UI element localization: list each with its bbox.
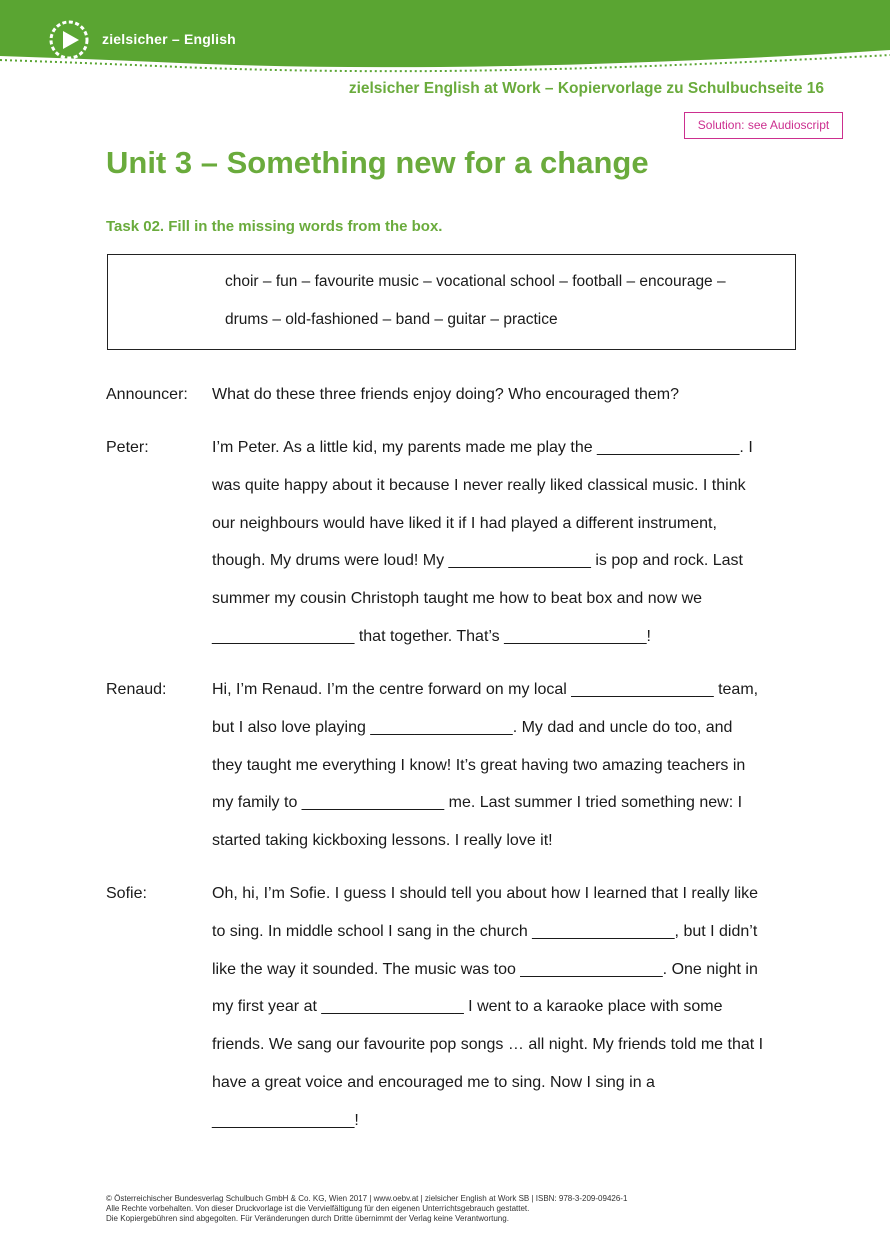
dialogue-line: friends. We sang our favourite pop songs … all night. My friends told me that I (212, 1036, 764, 1053)
dialogue-line: though. My drums were loud! My ________________ is pop and rock. Last (212, 552, 743, 569)
brand-name: zielsicher – English (102, 31, 236, 47)
footer-line: © Österreichischer Bundesverlag Schulbuch GmbH & Co. KG, Wien 2017 | www.oebv.at | zielsicher English at Work SB | ISBN: 978-3-209-09426-1 (106, 1194, 628, 1203)
dialogue-line: my first year at ________________ I went to a karaoke place with some (212, 998, 723, 1015)
speaker-announcer: Announcer: (106, 386, 188, 403)
speaker-peter: Peter: (106, 439, 149, 456)
speaker-sofie: Sofie: (106, 885, 147, 902)
speaker-renaud: Renaud: (106, 681, 167, 698)
page-subtitle: zielsicher English at Work – Kopiervorlage zu Schulbuchseite 16 (348, 80, 824, 97)
word-box (107, 254, 796, 350)
dialogue-line: summer my cousin Christoph taught me how to beat box and now we (212, 590, 703, 607)
word-box-line: drums – old-fashioned – band – guitar – practice (225, 311, 558, 328)
task-instruction: Task 02. Fill in the missing words from the box. (106, 218, 443, 235)
footer-copyright (106, 1194, 627, 1225)
page-title: Unit 3 – Something new for a change (106, 145, 649, 180)
dialogue-line: like the way it sounded. The music was too ________________. One night in (212, 961, 758, 978)
dialogue-line: ________________ that together. That’s ________________! (212, 628, 651, 645)
dialogue-line: they taught me everything I know! It’s great having two amazing teachers in (212, 757, 746, 774)
word-box-line: choir – fun – favourite music – vocational school – football – encourage – (225, 273, 726, 290)
dialogue-line: our neighbours would have liked it if I had played a different instrument, (212, 515, 717, 532)
dialogue-line: have a great voice and encouraged me to sing. Now I sing in a (212, 1074, 655, 1091)
play-icon (48, 19, 90, 61)
dialogue-line: Oh, hi, I’m Sofie. I guess I should tell you about how I learned that I really like (212, 885, 759, 902)
dialogue-line: ________________! (212, 1112, 359, 1129)
dialogue-line: was quite happy about it because I never really liked classical music. I think (212, 477, 746, 494)
solution-note: Solution: see Audioscript (684, 112, 843, 139)
dialogue-line: but I also love playing ________________. My dad and uncle do too, and (212, 719, 733, 736)
dialogue-line: I’m Peter. As a little kid, my parents made me play the ________________. I (212, 439, 753, 456)
footer-line: Alle Rechte vorbehalten. Von dieser Druckvorlage ist die Vervielfältigung für den eigenen Unterrichtsgebrauch gestattet. (106, 1204, 530, 1214)
dialogue-line: started taking kickboxing lessons. I really love it! (212, 832, 553, 849)
dialogue-line: Hi, I’m Renaud. I’m the centre forward on my local ________________ team, (212, 681, 759, 698)
footer-line: Die Kopiergebühren sind abgegolten. Für Veränderungen durch Dritte übernimmt der Verlag keine Verantwortung. (106, 1214, 509, 1224)
dialogue-line: What do these three friends enjoy doing? Who encouraged them? (212, 386, 679, 403)
dialogue-line: to sing. In middle school I sang in the church ________________, but I didn’t (212, 923, 758, 940)
dialogue-line: my family to ________________ me. Last summer I tried something new: I (212, 794, 743, 811)
